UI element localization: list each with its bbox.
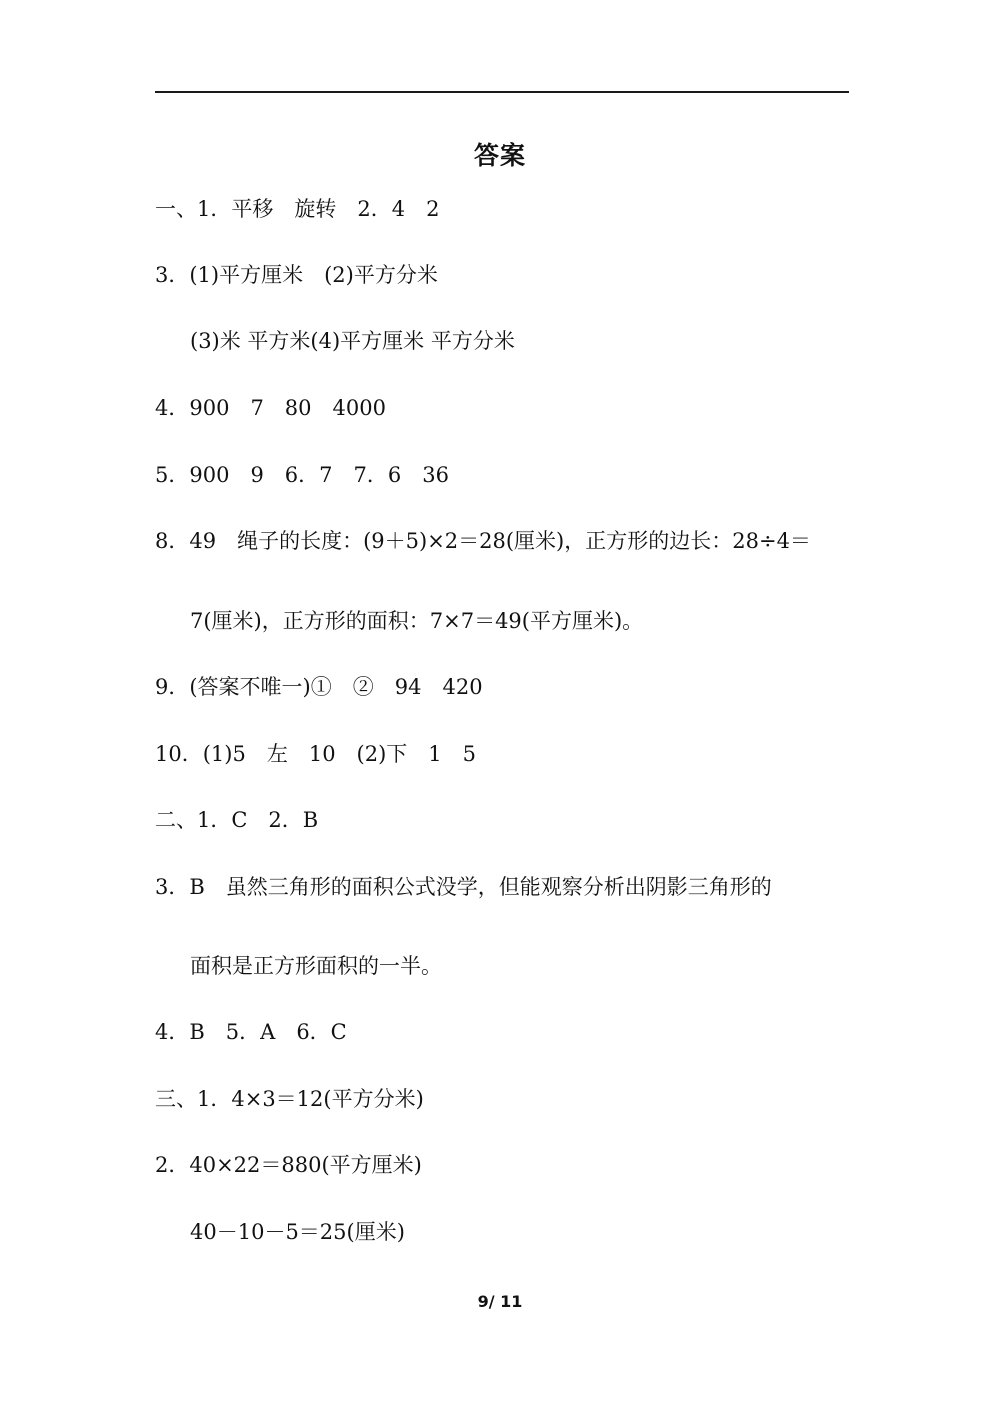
answer-line: 3．(1)平方厘米 (2)平方分米 bbox=[155, 263, 438, 287]
page-number: 9/ 11 bbox=[477, 1292, 523, 1311]
answer-line: 8．49 绳子的长度：(9＋5)×2＝28(厘米)，正方形的边长：28÷4＝ bbox=[155, 529, 811, 553]
answer-line: 3．B 虽然三角形的面积公式没学，但能观察分析出阴影三角形的 bbox=[155, 875, 772, 899]
answer-line: 面积是正方形面积的一半。 bbox=[190, 954, 442, 978]
page-title: 答案 bbox=[473, 141, 526, 170]
answer-line: 一、1．平移 旋转 2．4 2 bbox=[155, 197, 440, 221]
answer-line: 5．900 9 6．7 7．6 36 bbox=[155, 463, 449, 487]
answer-line: 二、1．C 2．B bbox=[155, 808, 319, 832]
answer-line: 10．(1)5 左 10 (2)下 1 5 bbox=[155, 742, 477, 766]
answer-line: 2．40×22＝880(平方厘米) bbox=[155, 1153, 422, 1177]
answer-line: (3)米 平方米(4)平方厘米 平方分米 bbox=[190, 329, 515, 353]
answer-line: 40－10－5＝25(厘米) bbox=[190, 1220, 405, 1244]
answer-line: 7(厘米)，正方形的面积：7×7＝49(平方厘米)。 bbox=[190, 609, 644, 633]
answer-line: 9．(答案不唯一)① ② 94 420 bbox=[155, 675, 483, 699]
answer-line: 4．900 7 80 4000 bbox=[155, 396, 386, 420]
answer-line: 4．B 5．A 6．C bbox=[155, 1020, 347, 1044]
header-rule bbox=[155, 91, 849, 93]
answer-line: 三、1．4×3＝12(平方分米) bbox=[155, 1087, 424, 1111]
